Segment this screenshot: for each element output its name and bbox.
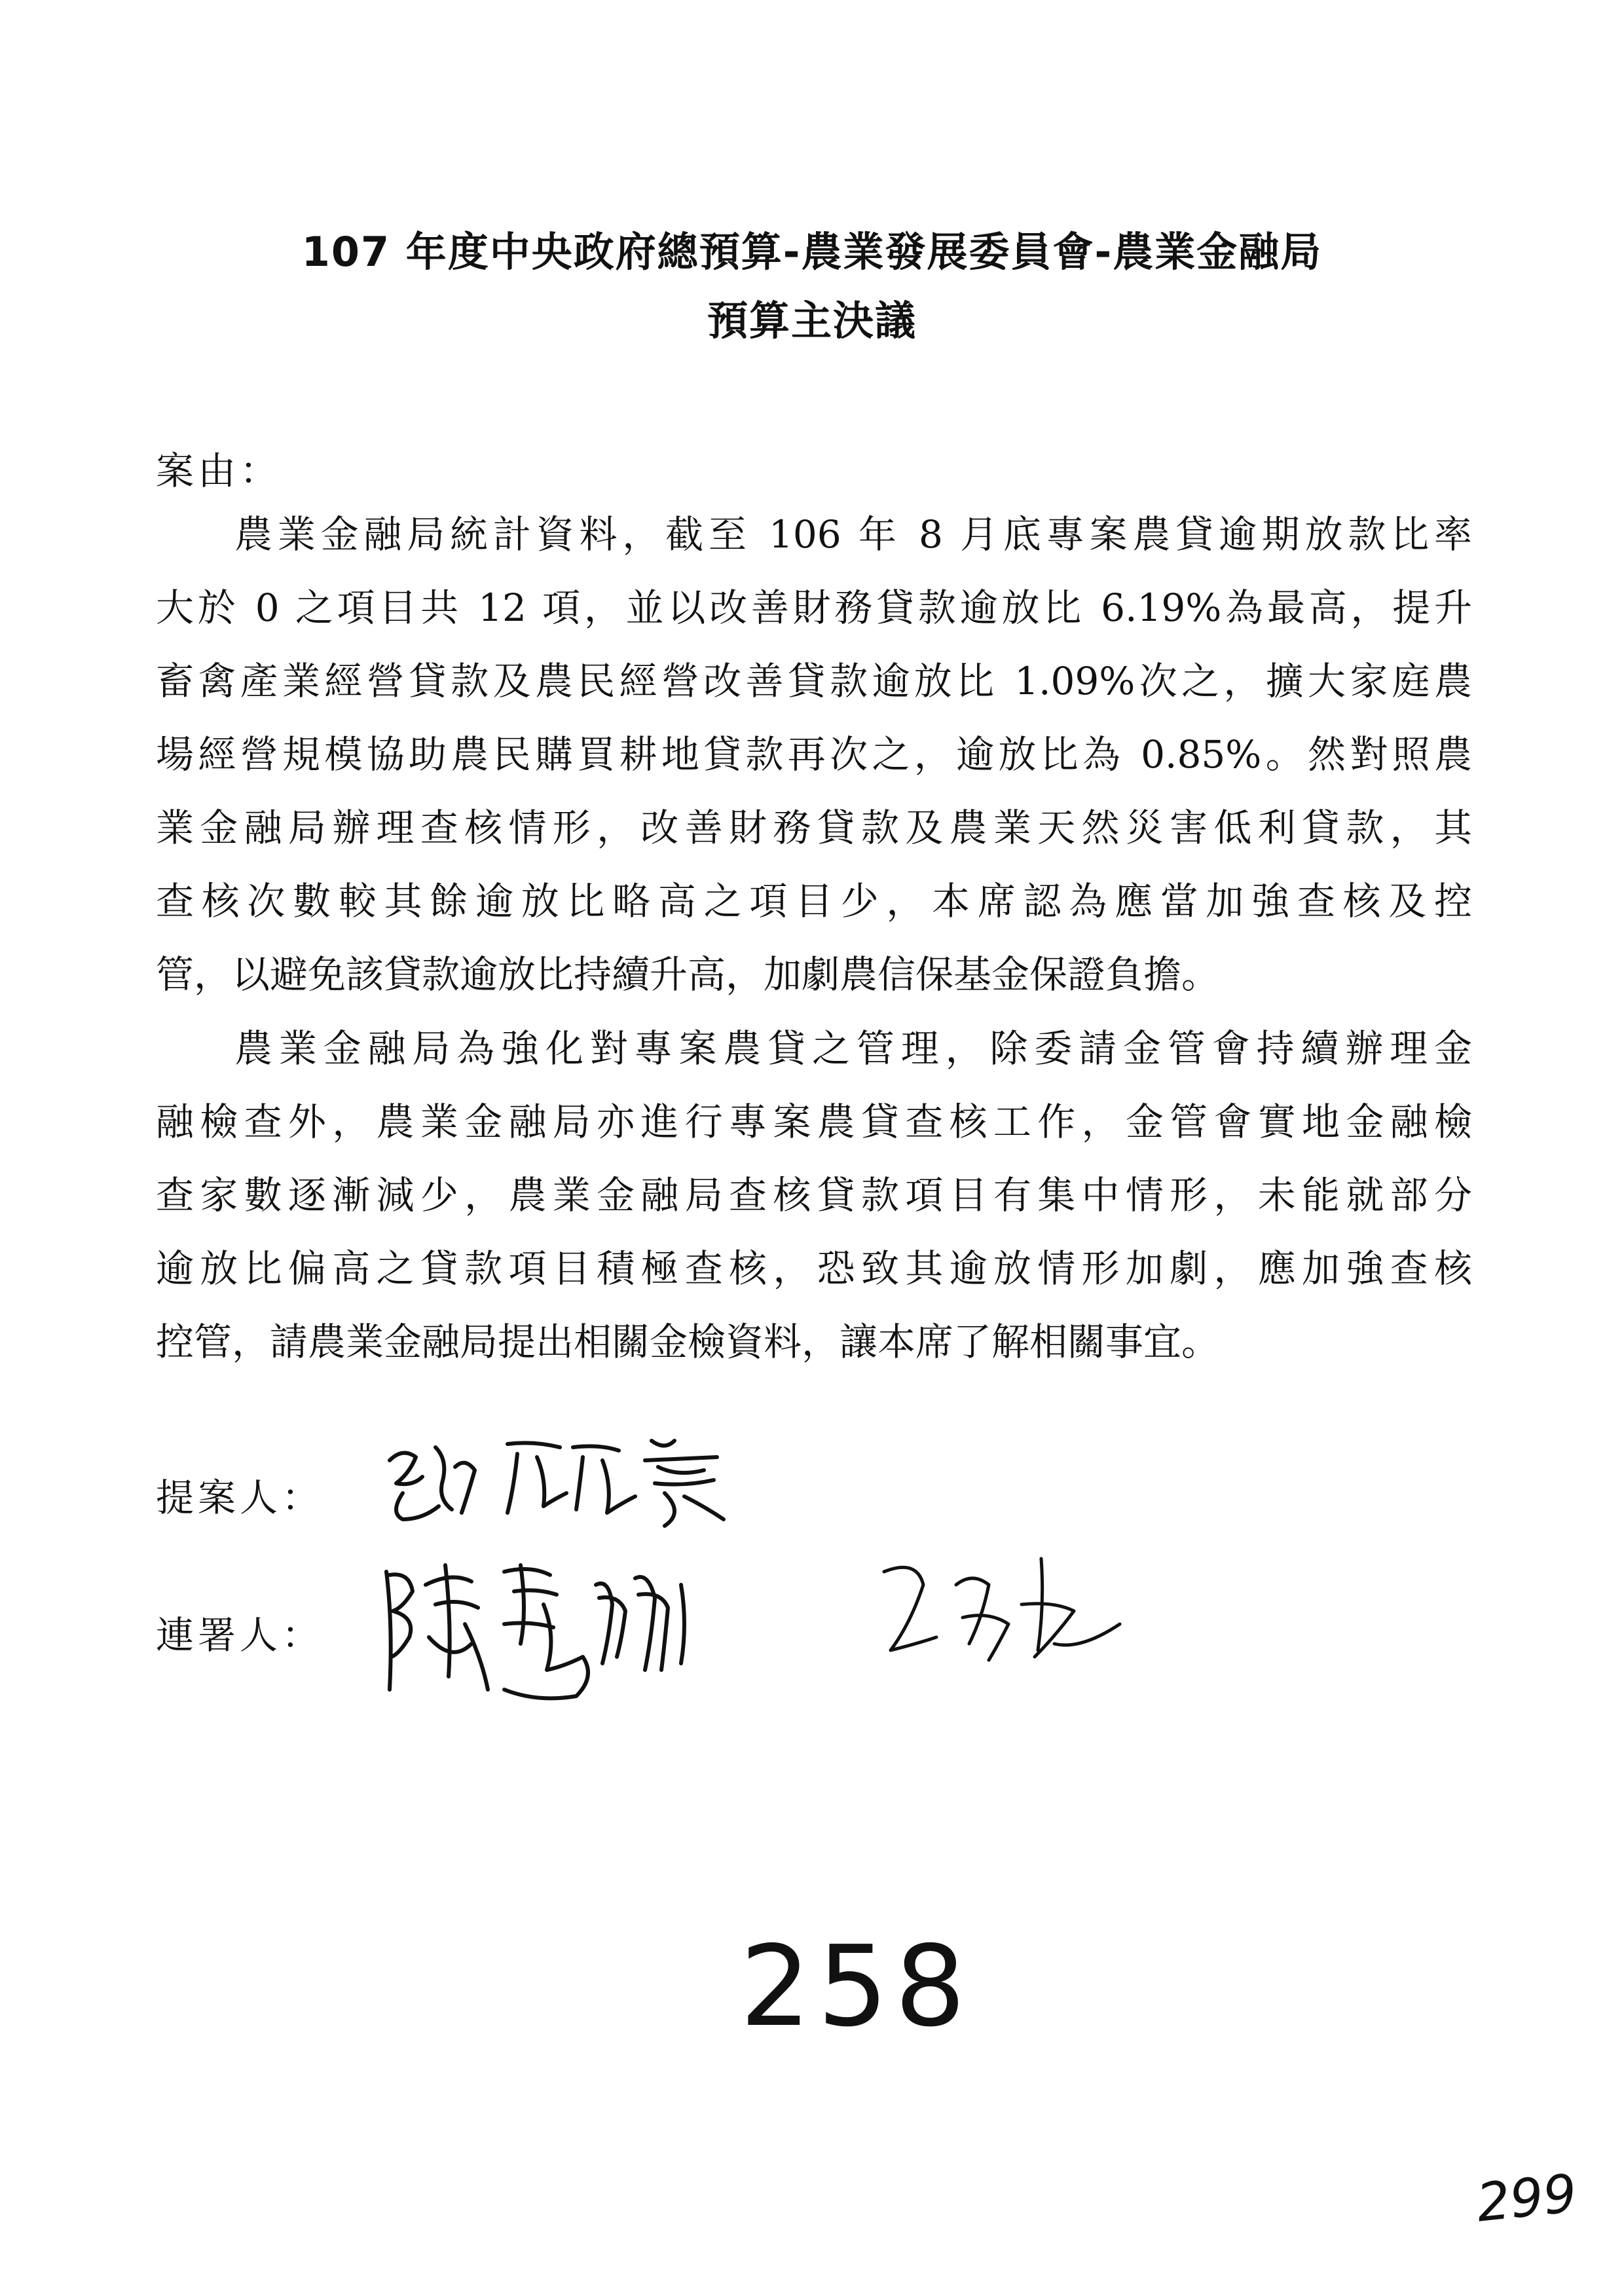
paragraph-line: 農業金融局統計資料，截至 106 年 8 月底專案農貸逾期放款比率 (234, 512, 1472, 557)
paragraph-line: 逾放比偏高之貸款項目積極查核，恐致其逾放情形加劇，應加強查核 (156, 1246, 1472, 1291)
paragraph-line: 融檢查外，農業金融局亦進行專案農貸查核工作，金管會實地金融檢 (156, 1100, 1472, 1144)
paragraph-line: 農業金融局為強化對專案農貸之管理，除委請金管會持續辦理金 (234, 1026, 1472, 1071)
document-subtitle: 預算主決議 (707, 297, 917, 344)
document-title: 107 年度中央政府總預算-農業發展委員會-農業金融局 (301, 228, 1323, 276)
paragraph-line: 業金融局辦理查核情形，改善財務貸款及農業天然災害低利貸款，其 (156, 805, 1472, 850)
cosigner-label: 連署人： (156, 1613, 324, 1657)
paragraph-line: 管，以避免該貸款逾放比持續升高，加劇農信保基金保證負擔。 (156, 952, 1220, 997)
proposer-label: 提案人： (156, 1475, 324, 1520)
case-paragraph-2 (156, 1012, 1472, 1379)
paragraph-line: 場經營規模協助農民購買耕地貸款再次之，逾放比為 0.85%。然對照農 (156, 732, 1472, 777)
case-label: 案由： (156, 449, 282, 493)
stamp-number: 299 (1473, 2162, 1580, 2234)
cosigner-signature-2 (858, 1546, 1133, 1683)
proposer-signature (377, 1421, 743, 1532)
paragraph-line: 查核次數較其餘逾放比略高之項目少，本席認為應當加強查核及控 (156, 879, 1472, 923)
case-paragraph-1 (156, 498, 1472, 1011)
paragraph-line: 畜禽產業經營貸款及農民經營改善貸款逾放比 1.09%次之，擴大家庭農 (156, 659, 1472, 703)
page-number: 258 (740, 1922, 972, 2052)
paragraph-line: 查家數逐漸減少，農業金融局查核貸款項目有集中情形，未能就部分 (156, 1173, 1472, 1217)
cosigner-signature-1 (373, 1546, 740, 1716)
paragraph-line: 大於 0 之項目共 12 項，並以改善財務貸款逾放比 6.19%為最高，提升 (156, 585, 1472, 630)
paragraph-line: 控管，請農業金融局提出相關金檢資料，讓本席了解相關事宜。 (156, 1320, 1220, 1364)
